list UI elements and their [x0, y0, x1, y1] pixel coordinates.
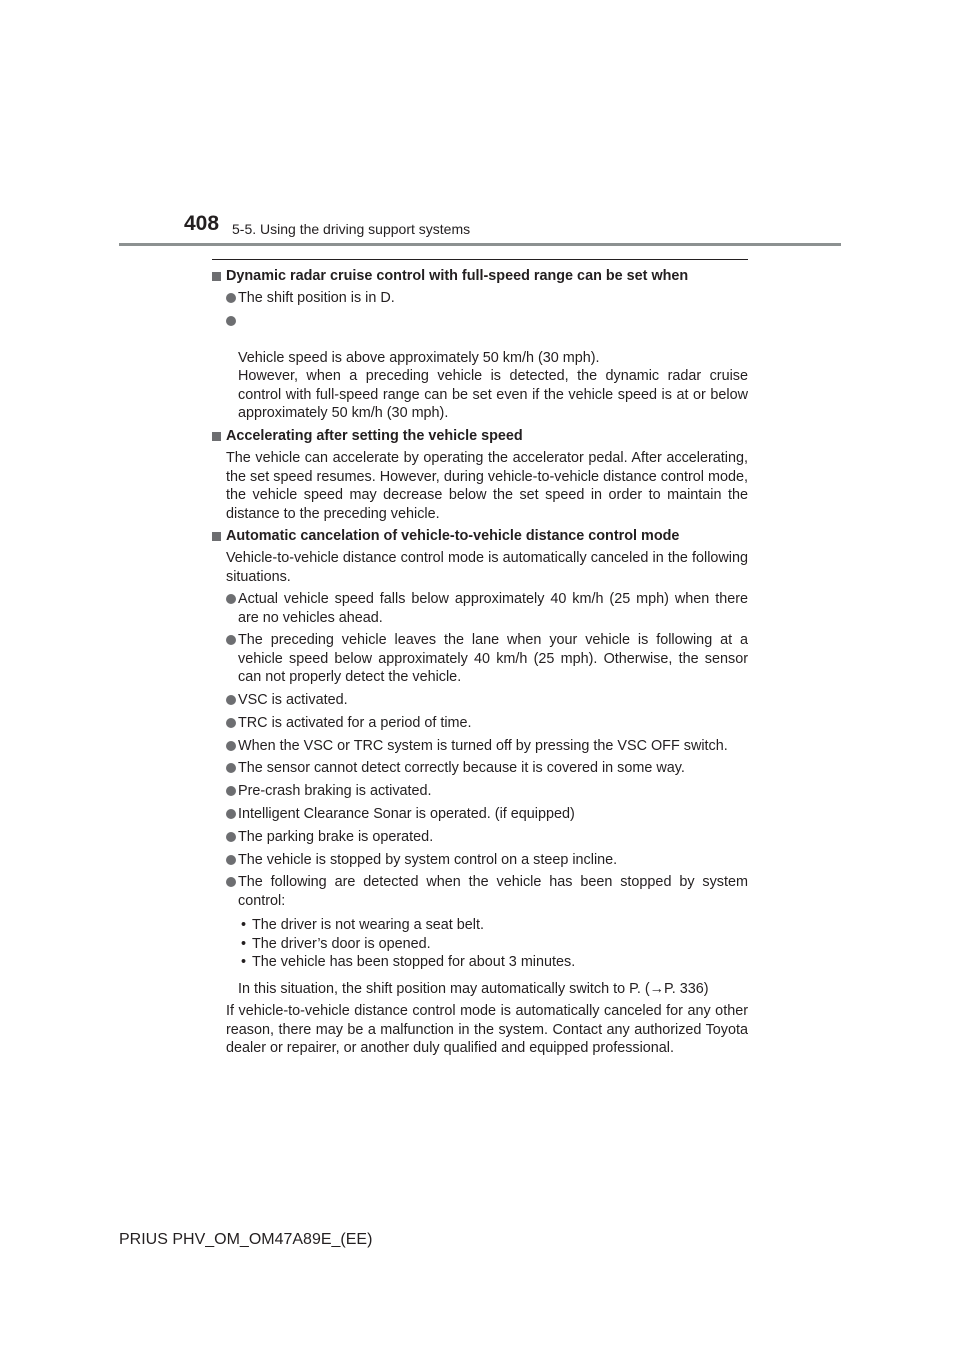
list-item [226, 828, 748, 846]
list-item [226, 873, 748, 910]
note-shift-position: In this situation, the shift position may automatically switch to P. (→P. 336) [238, 981, 709, 998]
sub-list-item: • The vehicle has been stopped for about 3 minutes. [238, 953, 748, 972]
square-bullet-icon [212, 532, 221, 541]
heading-accelerating [212, 427, 748, 445]
closing-paragraph: If vehicle-to-vehicle distance control mode is automatically canceled for any other reason, there may be a malfunction in the system. Contact any authorized Toyota dealer or repairer, or another duly qualified and equipped professional. [226, 1003, 748, 1057]
list-item [226, 289, 748, 307]
list-item-text: Actual vehicle speed falls below approximately 40 km/h (25 mph) when there are no vehicles ahead. [238, 591, 748, 626]
circle-bullet-icon [226, 877, 236, 887]
list-item-text: The parking brake is operated. [238, 828, 434, 845]
circle-bullet-icon [226, 695, 236, 705]
heading-text: Accelerating after setting the vehicle speed [226, 428, 523, 445]
list-item-text: The preceding vehicle leaves the lane when your vehicle is following at a vehicle speed below approximately 40 km/h (25 mph). Otherwise, the sensor can not properly detect the vehicle. [238, 632, 748, 686]
heading-can-be-set-when [212, 267, 748, 285]
paragraph: The vehicle can accelerate by operating the accelerator pedal. After accelerating, the set speed resumes. However, during vehicle-to-vehicle distance control mode, the vehicle speed may decrease below the set speed in order to maintain the distance to the preceding vehicle. [226, 450, 748, 522]
content-top-rule [212, 259, 748, 260]
sub-list-item: • The driver is not wearing a seat belt. [238, 916, 748, 935]
list-item-text: The following are detected when the vehicle has been stopped by system control: [238, 874, 748, 909]
circle-bullet-icon [226, 855, 236, 865]
list-item [226, 782, 748, 800]
page-number: 408 [184, 212, 220, 235]
circle-bullet-icon [226, 594, 236, 604]
circle-bullet-icon [226, 635, 236, 645]
heading-text: Automatic cancelation of vehicle-to-vehicle distance control mode [226, 528, 680, 545]
list-item-text: VSC is activated. [238, 692, 348, 709]
heading-text: Dynamic radar cruise control with full-speed range can be set when [226, 268, 689, 284]
list-item-text: Intelligent Clearance Sonar is operated. (if equipped) [238, 806, 575, 823]
sub-list [238, 916, 748, 972]
list-item [226, 691, 748, 709]
circle-bullet-icon [226, 809, 236, 819]
circle-bullet-icon [226, 832, 236, 842]
square-bullet-icon [212, 432, 221, 441]
circle-bullet-icon [226, 786, 236, 796]
content-area [212, 259, 748, 1062]
footer-document-code: PRIUS PHV_OM_OM47A89E_(EE) [119, 1231, 373, 1248]
section-title: 5-5. Using the driving support systems [232, 221, 471, 237]
list-item [226, 759, 748, 777]
circle-bullet-icon [226, 316, 236, 326]
list-item [226, 631, 748, 686]
list-item-text: The vehicle is stopped by system control on a steep incline. [238, 851, 618, 868]
circle-bullet-icon [226, 741, 236, 751]
list-item [226, 590, 748, 627]
square-bullet-icon [212, 272, 221, 281]
list-item-text: The shift position is in D. [238, 290, 395, 307]
list-item [226, 851, 748, 869]
list-item [226, 805, 748, 823]
list-item-text: Pre-crash braking is activated. [238, 783, 432, 800]
list-item-text: The sensor cannot detect correctly because it is covered in some way. [238, 760, 685, 777]
circle-bullet-icon [226, 718, 236, 728]
list-item [226, 312, 748, 422]
heading-automatic-cancelation [212, 527, 748, 545]
circle-bullet-icon [226, 763, 236, 773]
sub-list-item: • The driver’s door is opened. [238, 935, 748, 954]
list-item-text: Vehicle speed is above approximately 50 km/h (30 mph). However, when a preceding vehicle is detected, the dynamic radar cruise control with full-speed range can be set even if the vehicle speed is at or below approximately 50 km/h (30 mph). [238, 350, 748, 422]
list-item [226, 714, 748, 732]
header-rule [119, 243, 841, 246]
paragraph: Vehicle-to-vehicle distance control mode is automatically canceled in the following situations. [226, 550, 748, 585]
list-item [226, 737, 748, 755]
list-item-text: When the VSC or TRC system is turned off by pressing the VSC OFF switch. [238, 737, 728, 754]
circle-bullet-icon [226, 293, 236, 303]
list-item-text: TRC is activated for a period of time. [238, 714, 472, 731]
